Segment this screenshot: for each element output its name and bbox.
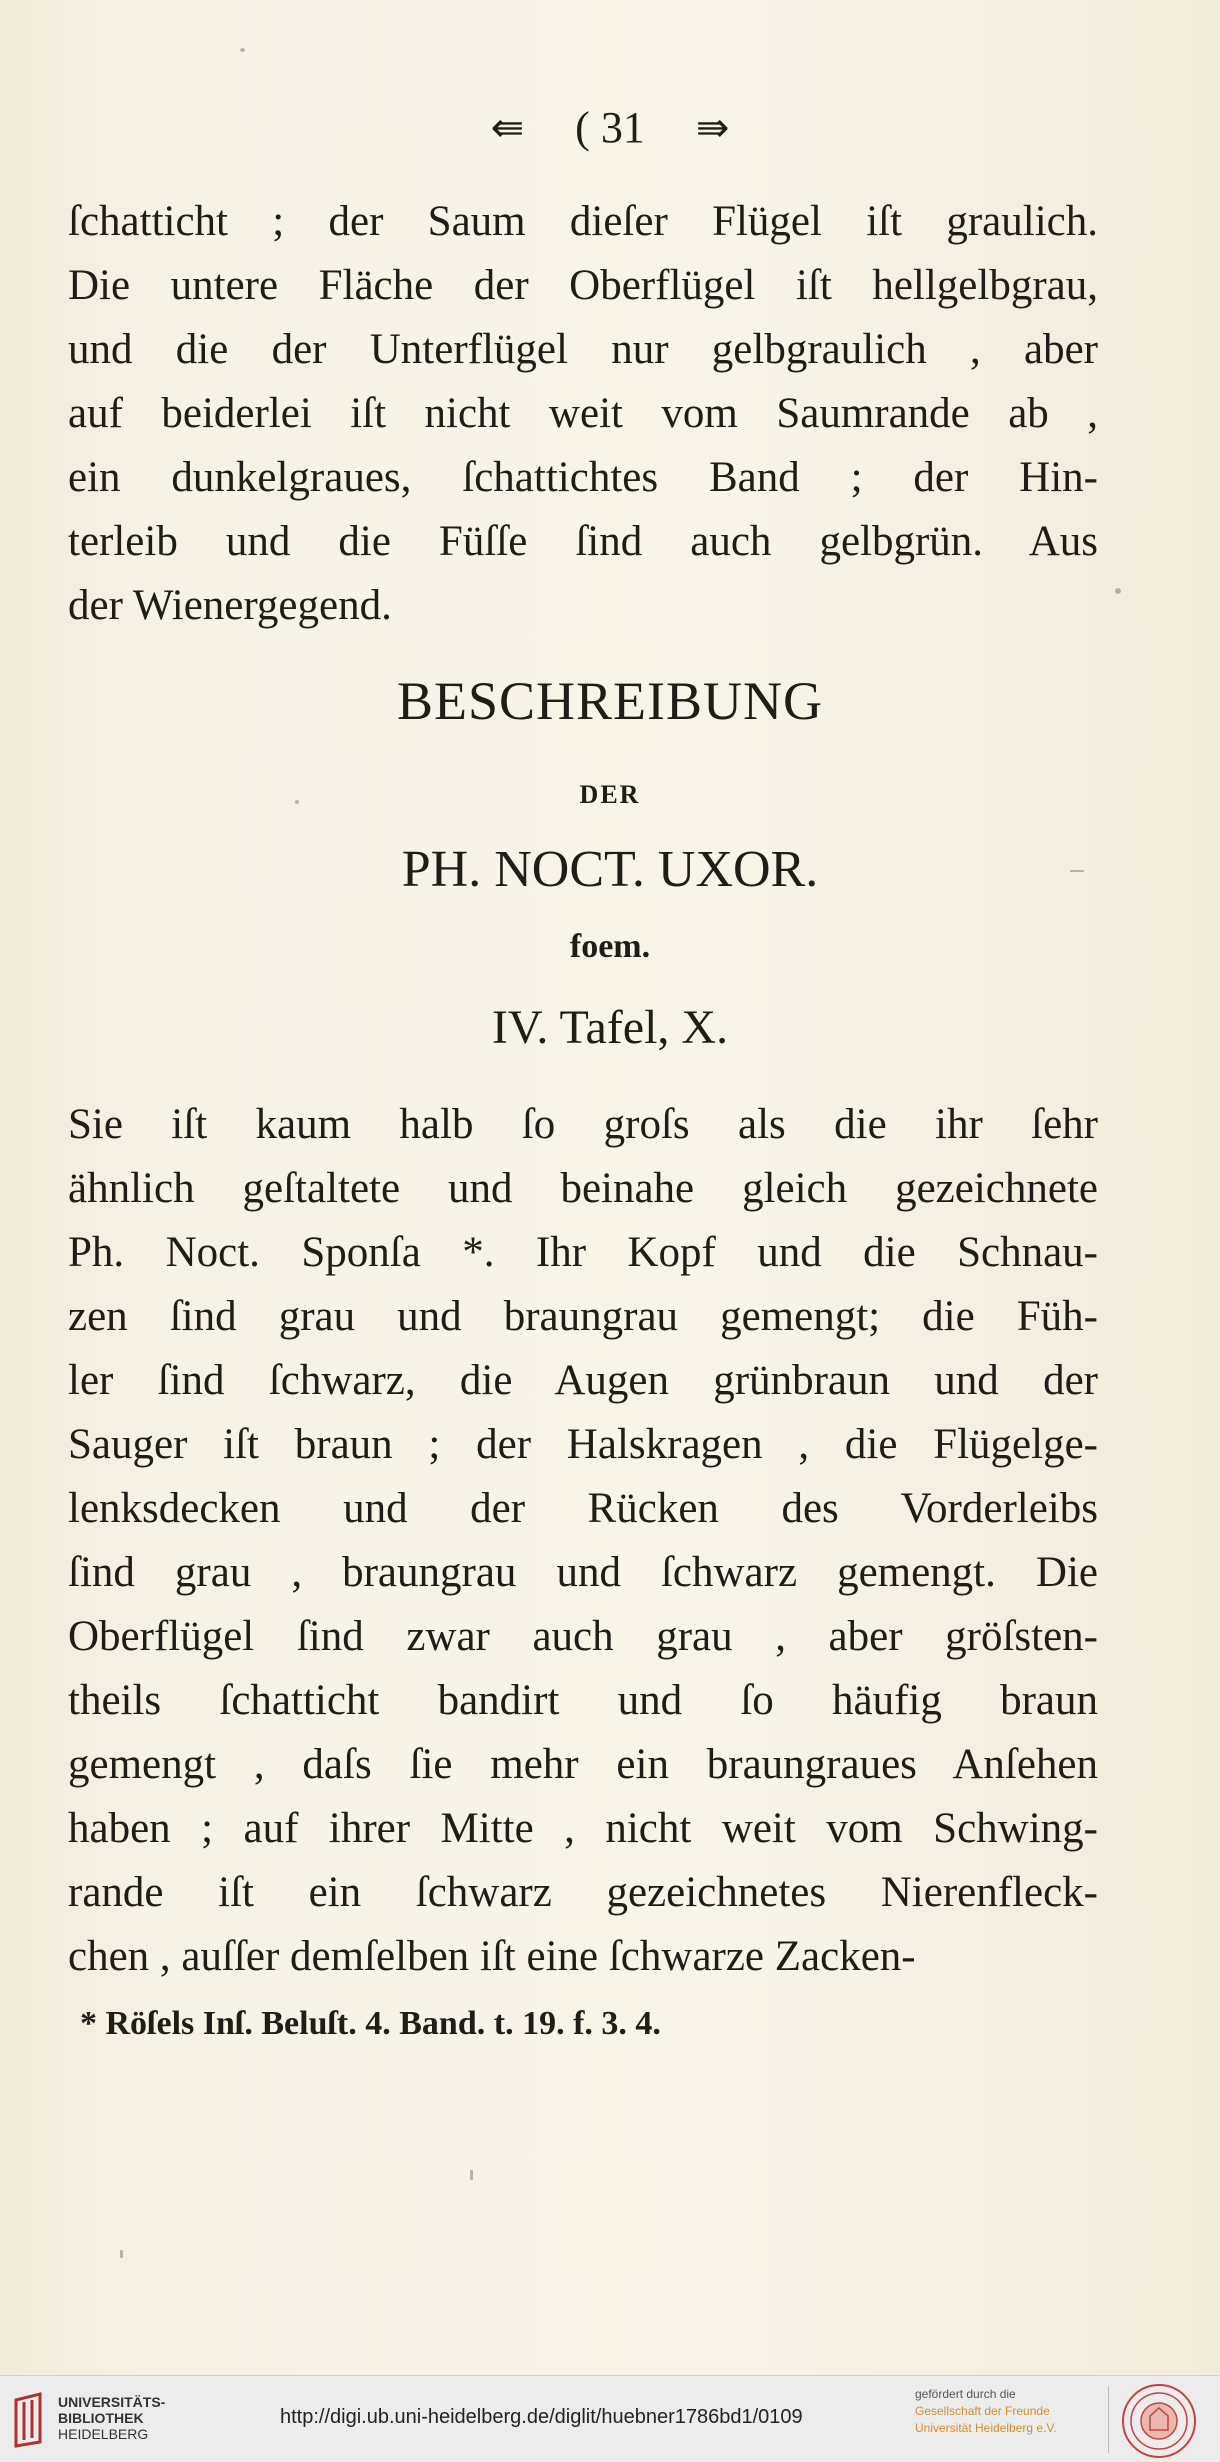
pointing-hand-left-icon: ⇚: [490, 105, 525, 151]
text-line: chen , auſſer demſelben iſt eine ſchwarze Zacken-: [68, 1933, 916, 1980]
text-line: ler ſind ſchwarz, die Augen grünbraun und der: [68, 1357, 1098, 1404]
text-line: Oberflügel ſind zwar auch grau , aber gröſsten-: [68, 1613, 1098, 1660]
text-line: der Wienergegend.: [68, 582, 392, 629]
library-name: UNIVERSITÄTS- BIBLIOTHEK HEIDELBERG: [58, 2394, 166, 2442]
text-line: terleib und die Füſſe ſind auch gelbgrün. Aus: [68, 518, 1098, 565]
text-line: gemengt , daſs ſie mehr ein braungraues Anſehen: [68, 1741, 1098, 1788]
document-url[interactable]: http://digi.ub.uni-heidelberg.de/diglit/huebner1786bd1/0109: [280, 2406, 803, 2428]
paper-speck: [1070, 870, 1084, 872]
text-line: theils ſchatticht bandirt und ſo häufig braun: [68, 1677, 1098, 1724]
sponsor-credit: gefördert durch die Gesellschaft der Freunde Universität Heidelberg e.V.: [915, 2387, 1057, 2435]
paragraph-2: [68, 1093, 1098, 1989]
text-line: Ph. Noct. Sponſa *. Ihr Kopf und die Schnau-: [68, 1229, 1098, 1276]
text-line: ſind grau , braungrau und ſchwarz gemengt. Die: [68, 1549, 1098, 1596]
paper-speck: [1115, 588, 1121, 594]
page-header: [0, 98, 1220, 153]
text-line: Sie iſt kaum halb ſo groſs als die ihr ſehr: [68, 1101, 1098, 1148]
sex-label: foem.: [569, 928, 651, 965]
paper-speck: [120, 2250, 123, 2258]
section-der: DER: [579, 780, 641, 809]
text-line: Die untere Fläche der Oberflügel iſt hellgelbgrau,: [68, 262, 1098, 309]
text-line: ähnlich geſtaltete und beinahe gleich gezeichnete: [68, 1165, 1098, 1212]
text-line: haben ; auf ihrer Mitte , nicht weit vom Schwing-: [68, 1805, 1098, 1852]
species-name: PH. NOCT. UXOR.: [401, 841, 819, 898]
library-logo-icon: [12, 2392, 52, 2448]
paper-speck: [240, 48, 245, 52]
university-seal-icon: [1120, 2382, 1198, 2460]
text-line: Sauger iſt braun ; der Halskragen , die Flügelge-: [68, 1421, 1098, 1468]
paragraph-1: [68, 190, 1098, 638]
footer-bar: [0, 2375, 1220, 2462]
paper-speck: [295, 800, 299, 804]
pointing-hand-right-icon: ⇛: [695, 105, 730, 151]
paper-speck: [470, 2170, 473, 2180]
footer-divider: [1108, 2386, 1109, 2453]
text-line: ſchatticht ; der Saum dieſer Flügel iſt graulich.: [68, 198, 1098, 245]
text-line: auf beiderlei iſt nicht weit vom Saumrande ab ,: [68, 390, 1098, 437]
section-title: BESCHREIBUNG: [396, 671, 824, 731]
text-line: und die der Unterflügel nur gelbgraulich , aber: [68, 326, 1098, 373]
footnote: * Röſels Inſ. Beluſt. 4. Band. t. 19. f. 3. 4.: [80, 2005, 661, 2042]
text-line: rande iſt ein ſchwarz gezeichnetes Nierenfleck-: [68, 1869, 1098, 1916]
text-line: lenksdecken und der Rücken des Vorderleibs: [68, 1485, 1098, 1532]
text-line: zen ſind grau und braungrau gemengt; die Füh-: [68, 1293, 1098, 1340]
plate-reference: IV. Tafel, X.: [491, 1001, 729, 1054]
page-number: ( 31: [575, 103, 645, 153]
text-line: ein dunkelgraues, ſchattichtes Band ; der Hin-: [68, 454, 1098, 501]
